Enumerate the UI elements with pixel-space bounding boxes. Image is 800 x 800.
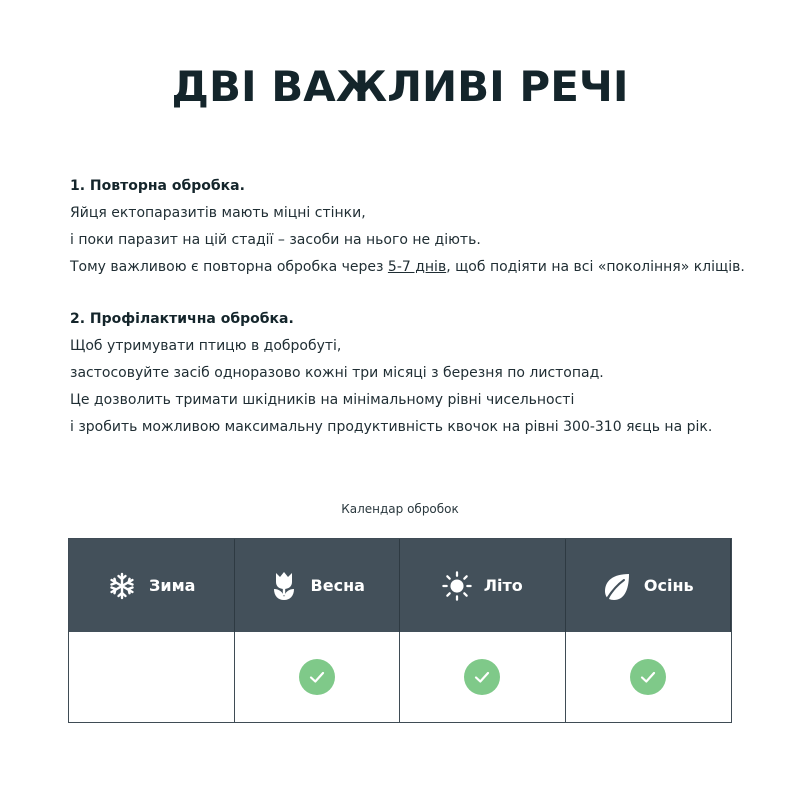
paragraph-line [70, 254, 750, 281]
leaf-icon [602, 571, 632, 601]
paragraph-line: і поки паразит на цій стадії – засоби на нього не діють. [70, 232, 481, 248]
season-cell-summer [400, 632, 566, 722]
tulip-icon [269, 571, 299, 601]
paragraph-text: , щоб подіяти на всі «покоління» кліщів. [446, 259, 745, 275]
paragraph-line: Щоб утримувати птицю в добробуті, [70, 338, 342, 354]
season-cell-spring [235, 632, 401, 722]
season-header-spring [235, 539, 401, 632]
checkmark-icon [464, 659, 500, 695]
season-label: Зима [149, 576, 196, 595]
checkmark-icon [299, 659, 335, 695]
treatment-calendar [68, 538, 732, 723]
season-header-summer [400, 539, 566, 632]
paragraph-line: застосовуйте засіб одноразово кожні три місяці з березня по листопад. [70, 365, 604, 381]
season-header-winter [69, 539, 235, 632]
page-title: ДВІ ВАЖЛИВІ РЕЧІ [171, 62, 629, 111]
paragraph-line: Це дозволить тримати шкідників на мінімальному рівні чисельності [70, 392, 575, 408]
paragraph-line: і зробить можливою максимальну продуктивність квочок на рівні 300-310 яєць на рік. [70, 419, 713, 435]
season-header-autumn [566, 539, 732, 632]
paragraph-line: Яйця ектопаразитів мають міцні стінки, [70, 205, 366, 221]
section-heading: 1. Повторна обробка. [70, 178, 245, 194]
sun-icon [442, 571, 472, 601]
snowflake-icon [107, 571, 137, 601]
season-label: Осінь [643, 576, 694, 595]
season-cell-autumn [566, 632, 732, 722]
checkmark-icon [630, 659, 666, 695]
calendar-caption: Календар обробок [341, 502, 459, 516]
section-heading: 2. Профілактична обробка. [70, 311, 294, 327]
season-label: Весна [310, 576, 365, 595]
season-cell-winter [69, 632, 235, 722]
section-preventive-treatment [70, 305, 750, 441]
season-label: Літо [483, 576, 523, 595]
paragraph-text: Тому важливою є повторна обробка через [70, 259, 388, 275]
section-repeat-treatment [70, 172, 750, 281]
underlined-interval: 5-7 днів [387, 259, 447, 275]
